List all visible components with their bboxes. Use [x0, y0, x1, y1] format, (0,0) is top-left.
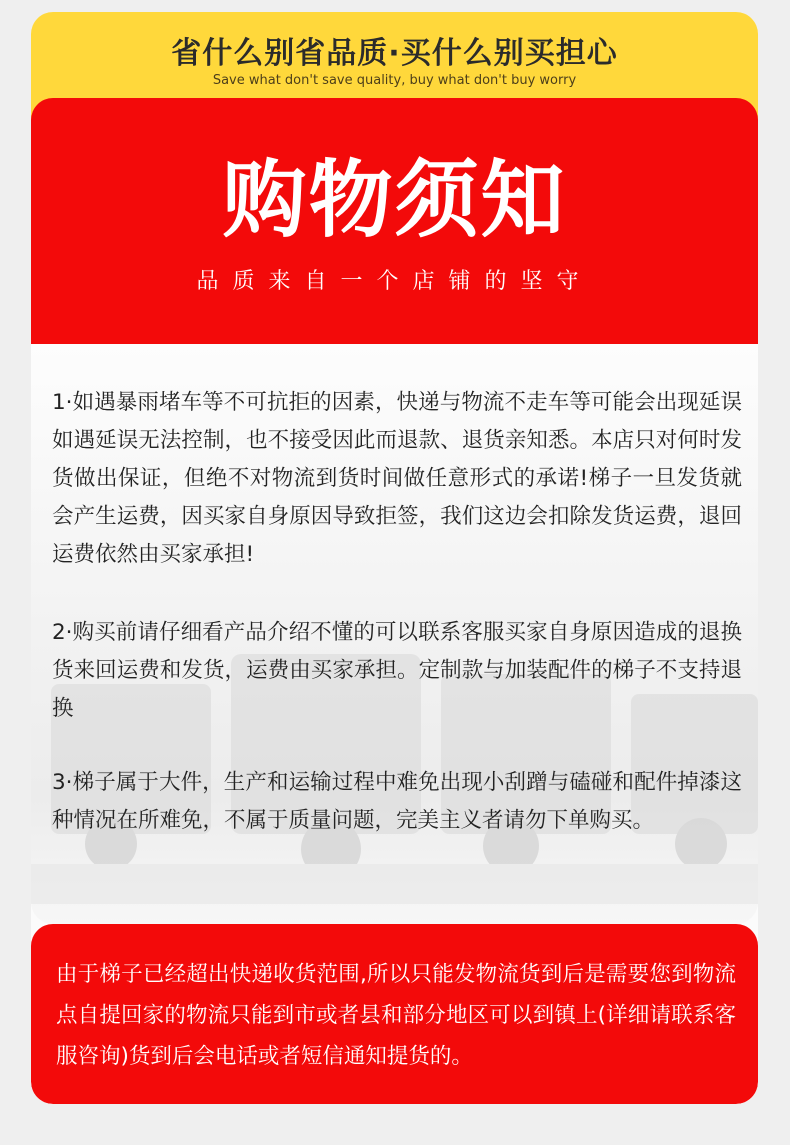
shipping-note-panel — [31, 924, 758, 1104]
notice-item-1: 1·如遇暴雨堵车等不可抗拒的因素，快递与物流不走车等可能会出现延误如遇延误无法控制，也不接受因此而退款、退货亲知悉。本店只对何时发货做出保证，但绝不对物流到货时间做任意形式的承诺!梯子一旦发货就会产生运费，因买家自身原因导致拒签，我们这边会扣除发货运费，退回运费依然由买家承担! — [52, 390, 742, 567]
page-subtitle: 品质来自一个店铺的坚守 — [196, 269, 593, 294]
notice-item-3: 3·梯子属于大件，生产和运输过程中难免出现小刮蹭与磕碰和配件掉漆这种情况在所难免，不属于质量问题，完美主义者请勿下单购买。 — [52, 770, 742, 833]
notice-item-2: 2·购买前请仔细看产品介绍不懂的可以联系客服买家自身原因造成的退换货来回运费和发货，运费由买家承担。定制款与加装配件的梯子不支持退换 — [52, 620, 742, 721]
notice-list — [31, 344, 758, 924]
slogan-english: Save what don't save quality, buy what don't buy worry — [212, 73, 577, 88]
page-title: 购物须知 — [222, 151, 567, 249]
slogan-chinese: 省什么别省品质·买什么别买担心 — [171, 36, 618, 71]
shopping-notice-card — [31, 12, 758, 1104]
title-panel — [31, 98, 758, 344]
shipping-note-text: 由于梯子已经超出快递收货范围,所以只能发物流货到后是需要您到物流点自提回家的物流只能到市或者县和部分地区可以到镇上(详细请联系客服咨询)货到后会电话或者短信通知提货的。 — [56, 962, 736, 1069]
